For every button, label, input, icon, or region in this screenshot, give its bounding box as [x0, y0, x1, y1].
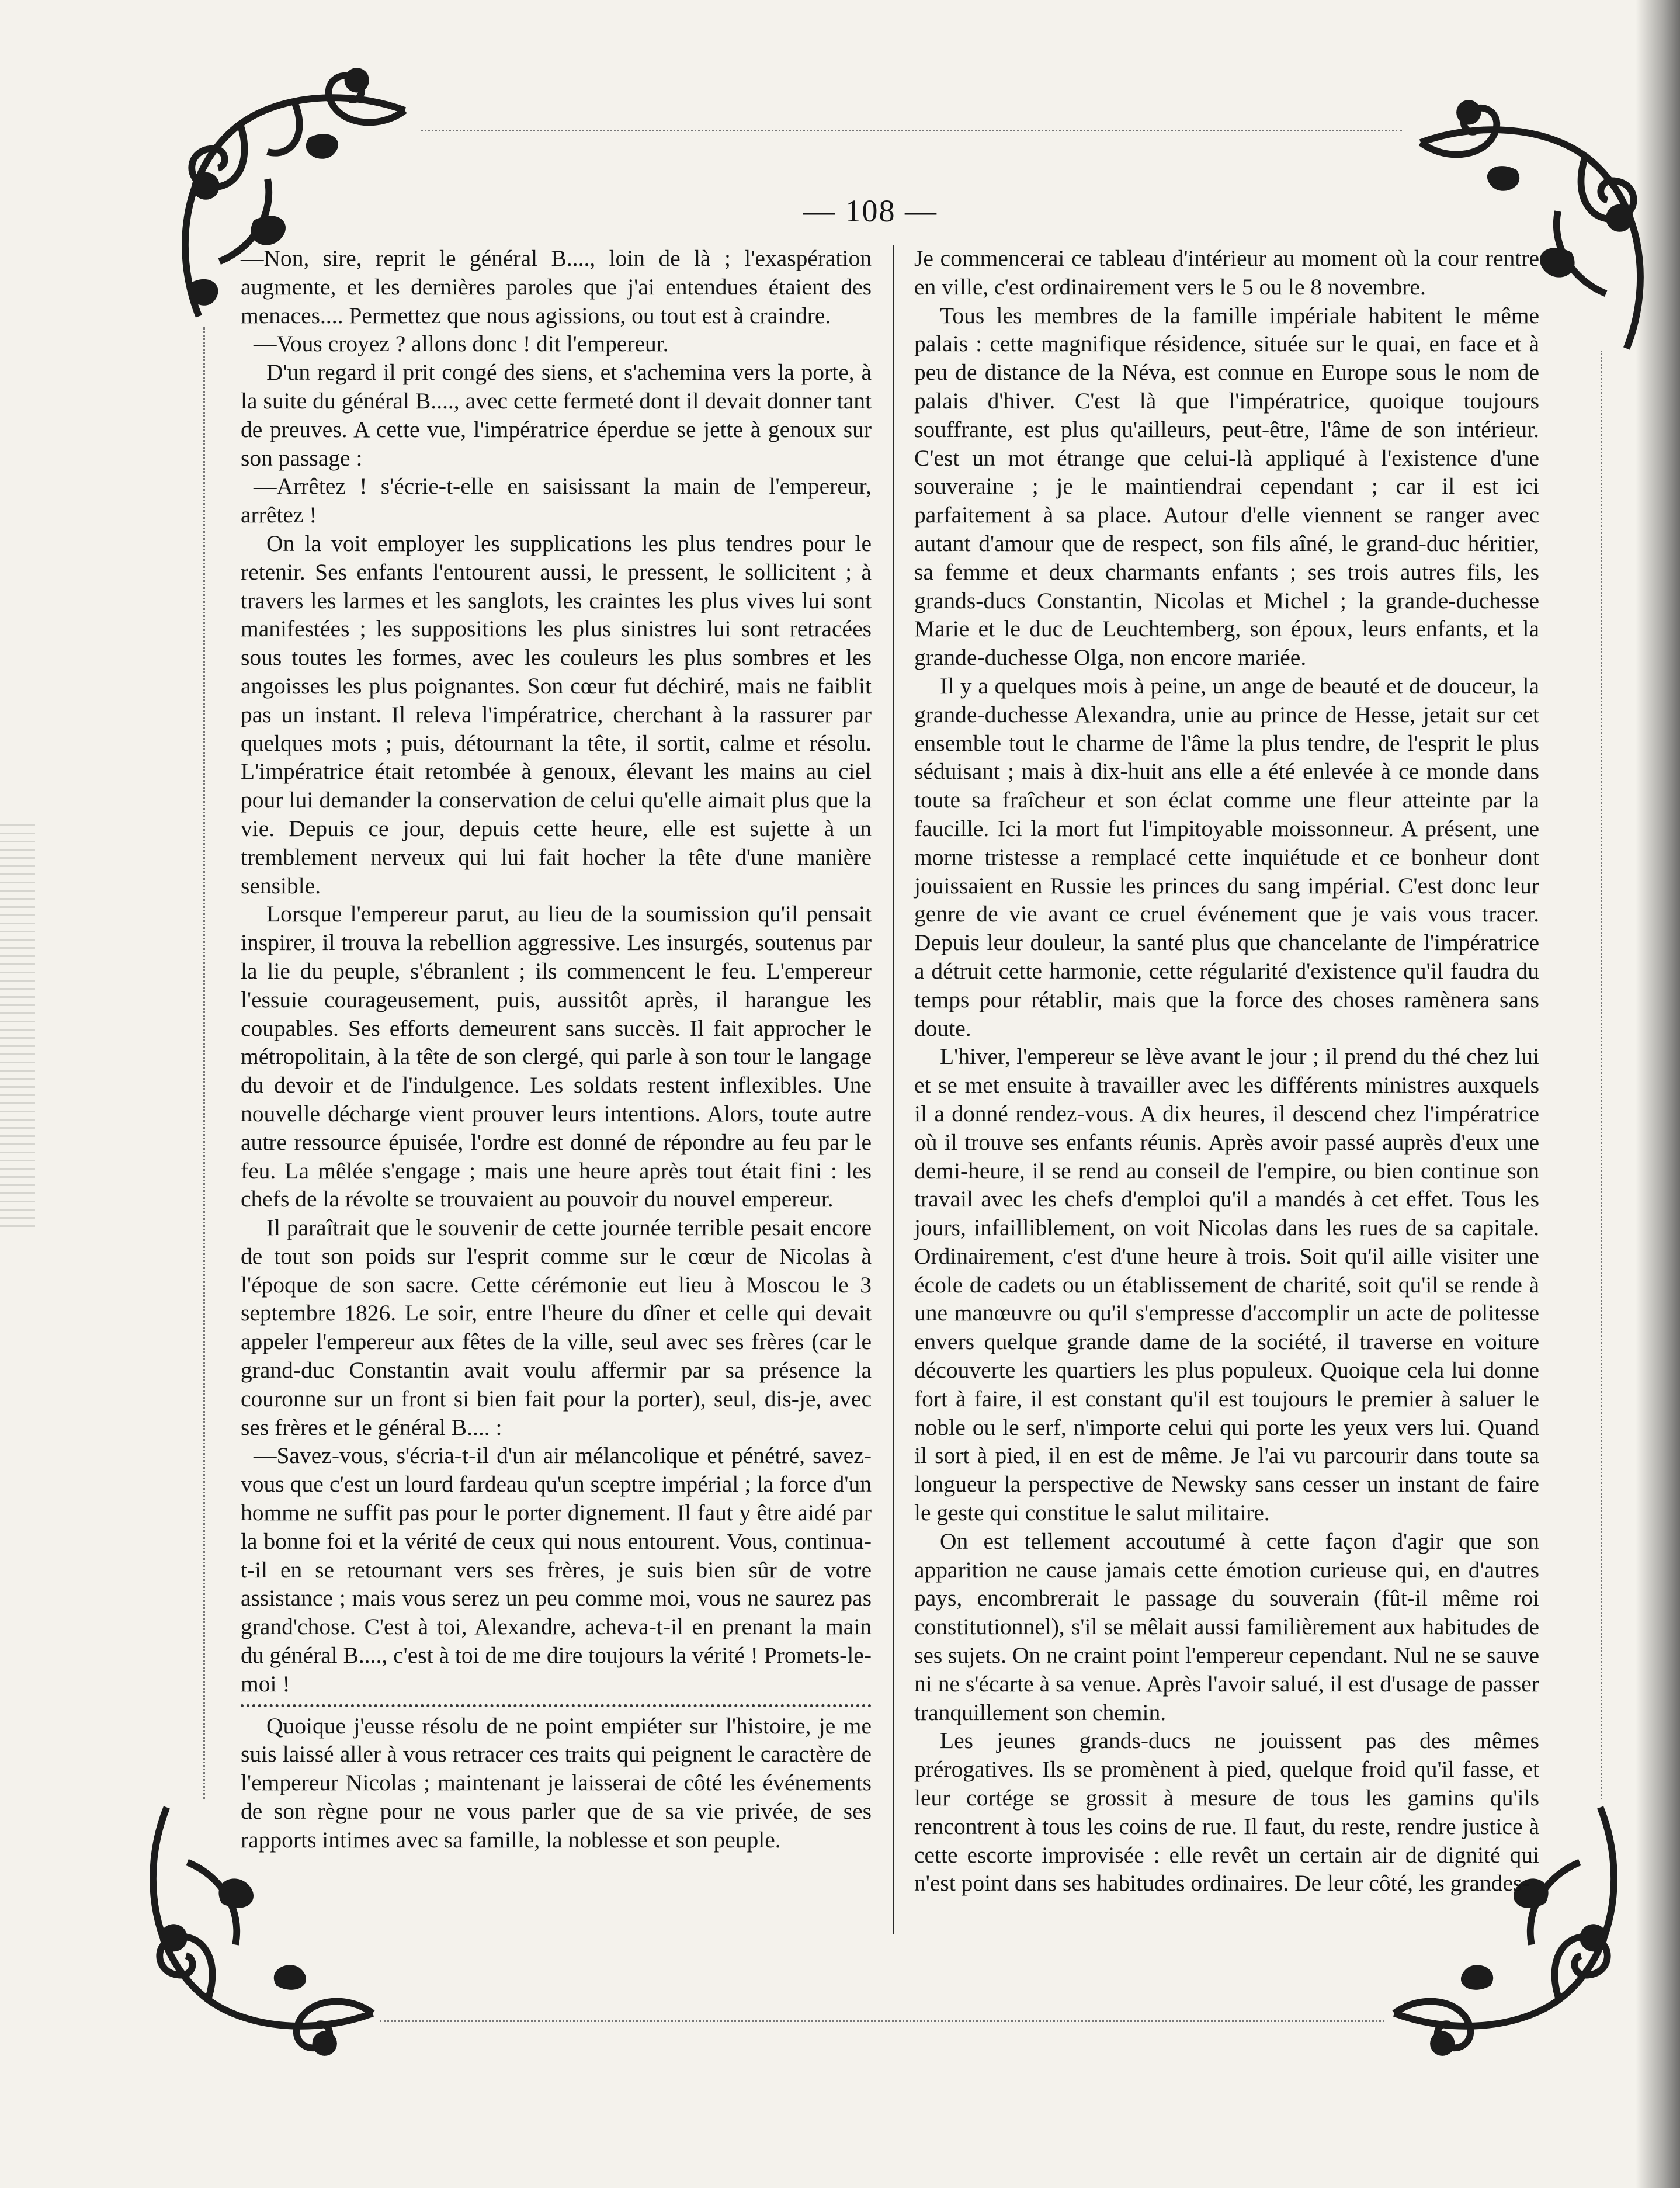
paragraph: Les jeunes grands-ducs ne jouissent pas des mêmes prérogatives. Ils se promènent à pied, quelque froid qu'il fasse, et leur cortége se grossit à mesure de tous les gamins qu'ils rencontrent à tous les coins de rue. Il faut, du reste, rendre justice à cette escorte improvisée : elle revêt un certain air de dignité qui n'est point dans ses habitudes ordinaires. De leur côté, les grandes- [914, 1728, 1539, 1896]
paragraph: Je commencerai ce tableau d'intérieur au moment où la cour rentre en ville, c'est ordinairement vers le 5 ou le 8 novembre. [914, 245, 1539, 300]
paragraph: —Vous croyez ? allons donc ! dit l'empereur. [254, 331, 669, 357]
section-separator [241, 1704, 872, 1707]
right-column [914, 244, 1539, 1898]
paragraph: On est tellement accoutumé à cette façon d'agir que son apparition ne cause jamais cette émotion curieuse qui, en d'autres pays, encombrerait le passage du souverain (fût-il même roi constitutionnel), s'il se mêlait aussi familièrement aux habitudes de ses sujets. On ne craint point l'empereur cependant. Nul ne se sauve ni ne s'écarte à sa venue. Après l'avoir salué, il est d'usage de passer tranquillement son chemin. [914, 1528, 1539, 1725]
left-column [241, 244, 872, 1854]
paragraph: Il y a quelques mois à peine, un ange de beauté et de douceur, la grande-duchesse Alexandra, unie au prince de Hesse, jetait sur cet ensemble tout le charme de l'âme la plus tendre, de l'esprit le plus séduisant ; mais à dix-huit ans elle a été enlevée à ce monde dans toute sa fraîcheur et son éclat comme une fleur atteinte par la faucille. Ici la mort fut l'impitoyable moissonneur. A présent, une morne tristesse a remplacé cette inquiétude et ce bonheur dont jouissaient en Russie les princes du sang impérial. C'est donc leur genre de vie avant ce cruel événement que je vais vous tracer. Depuis leur douleur, la santé plus que chancelante de l'impératrice a détruit cette harmonie, cette régularité d'existence qu'il faudra du temps pour rétablir, mais que la force des choses ramènera sans doute. [914, 672, 1539, 1041]
paragraph: Quoique j'eusse résolu de ne point empiéter sur l'histoire, je me suis laissé aller à vous retracer ces traits qui peignent le caractère de l'empereur Nicolas ; maintenant je laisserai de côté les événements de son règne pour ne vous parler que de sa vie privée, de ses rapports intimes avec sa famille, la noblesse et son peuple. [241, 1712, 872, 1853]
frame-rule-bottom [380, 2020, 1384, 2022]
paragraph: On la voit employer les supplications les plus tendres pour le retenir. Ses enfants l'entourent aussi, le pressent, le sollicitent ; à travers les larmes et les sanglots, les craintes les plus vives lui sont manifestées ; les suppositions les plus sinistres lui sont retracées sous toutes les formes, avec les couleurs les plus sombres et les angoisses les plus poignantes. Son cœur fut déchiré, mais ne faiblit pas un instant. Il releva l'impératrice, cherchant à la rassurer par quelques mots ; puis, détournant la tête, il sortit, calme et résolu. L'impératrice était retombée à genoux, élevant les mains au ciel pour lui demander la conservation de celui qu'elle aimait plus que la vie. Depuis ce jour, depuis cette heure, elle est sujette à un tremblement nerveux qui lui fait hocher la tête d'une manière sensible. [241, 530, 872, 899]
scan-edge-left [0, 818, 35, 1227]
paragraph: L'hiver, l'empereur se lève avant le jour ; il prend du thé chez lui et se met ensuite à travailler avec les différents ministres auxquels il a donné rendez-vous. A dix heures, il descend chez l'impératrice où il trouve ses enfants réunis. Après avoir passé auprès d'eux une demi-heure, il se rend au conseil de l'empire, ou bien continue son travail avec les chefs d'emploi qu'il a mandés à cet effet. Tous les jours, infailliblement, on voit Nicolas dans les rues de sa capitale. Ordinairement, c'est d'une heure à trois. Soit qu'il aille visiter une école de cadets ou un établissement de charité, soit qu'il se rende à une manœuvre ou qu'il s'empresse d'accomplir un acte de politesse envers quelque grande dame de la société, il traverse en voiture découverte les quartiers les plus populeux. Quoique cela lui donne fort à faire, il est constant qu'il est toujours le premier à saluer le noble ou le serf, n'importe celui qui porte les yeux vers lui. Quand il sort à pied, il en est de même. Je l'ai vu parcourir dans toute sa longueur la perspective de Newsky sans cesser un instant de faire le geste qui constitue le salut militaire. [914, 1043, 1539, 1526]
frame-rule-left [203, 327, 205, 1799]
paragraph: Il paraîtrait que le souvenir de cette journée terrible pesait encore de tout son poids sur l'esprit comme sur le cœur de Nicolas à l'époque de son sacre. Cette cérémonie eut lieu à Moscou le 3 septembre 1826. Le soir, entre l'heure du dîner et celle qui devait appeler l'empereur aux fêtes de la ville, seul avec ses frères (car le grand-duc Constantin avait voulu affermir par sa présence la couronne sur un front si bien fait pour la porter), seul, dis-je, avec ses frères et le général B.... : [241, 1215, 872, 1440]
paragraph: —Non, sire, reprit le général B...., loin de là ; l'exaspération augmente, et les dernières paroles que j'ai entendues étaient des menaces.... Permettez que nous agissions, ou tout est à craindre. [241, 245, 872, 328]
paragraph: —Arrêtez ! s'écrie-t-elle en saisissant la main de l'empereur, arrêtez ! [241, 473, 872, 528]
paragraph: —Savez-vous, s'écria-t-il d'un air mélancolique et pénétré, savez-vous que c'est un lourd fardeau qu'un sceptre impérial ; la force d'un homme ne suffit pas pour le porter dignement. Il faut y être aidé par la bonne foi et la vérité de ceux qui nous entourent. Vous, continua-t-il en se retournant vers ses frères, je suis bien sûr de votre assistance ; mais vous serez un peu comme moi, vous ne saurez pas grand'chose. C'est à toi, Alexandre, acheva-t-il en prenant la main du général B...., c'est à toi de me dire toujours la vérité ! Promets-le-moi ! [241, 1443, 872, 1697]
frame-rule-right [1601, 351, 1602, 1799]
paragraph: D'un regard il prit congé des siens, et s'achemina vers la porte, à la suite du général B...., avec cette fermeté dont il devait donner tant de preuves. A cette vue, l'impératrice éperdue se jette à genoux sur son passage : [241, 359, 872, 471]
frame-rule-top [421, 130, 1402, 131]
page-number: — 108 — [803, 193, 938, 228]
paragraph: Lorsque l'empereur parut, au lieu de la soumission qu'il pensait inspirer, il trouva la rebellion aggressive. Les insurgés, soutenus par la lie du peuple, s'ébranlent ; ils commencent le feu. L'empereur l'essuie courageusement, puis, aussitôt après, il harangue les coupables. Ses efforts demeurent sans succès. Il fait approcher le métropolitain, à la tête de son clergé, qui parle à son tour le langage du devoir et de l'indulgence. Les soldats restent inflexibles. Une nouvelle décharge vient prouver leurs intentions. Alors, toute autre autre ressource épuisée, l'ordre est donné de répondre au feu par le feu. La mêlée s'engage ; mais une heure après tout était fini : les chefs de la révolte se trouvaient au pouvoir du nouvel empereur. [241, 901, 872, 1212]
column-divider [893, 245, 894, 1934]
paragraph: Tous les membres de la famille impériale habitent le même palais : cette magnifique résidence, située sur le quai, en face et à peu de distance de la Néva, est connue en Europe sous le nom de palais d'hiver. C'est là que l'impératrice, quoique toujours souffrante, est plus qu'ailleurs, peut-être, l'âme de son intérieur. C'est un mot étrange que celui-là appliqué à l'existence d'une souveraine ; je le maintiendrai cependant ; car il est ici parfaitement à sa place. Autour d'elle viennent se ranger avec autant d'amour que de respect, son fils aîné, le grand-duc héritier, sa femme et deux charmants enfants ; ses trois autres fils, les grands-ducs Constantin, Nicolas et Michel ; la grande-duchesse Marie et le duc de Leuchtemberg, son époux, leurs enfants, et la grande-duchesse Olga, non encore mariée. [914, 302, 1539, 671]
